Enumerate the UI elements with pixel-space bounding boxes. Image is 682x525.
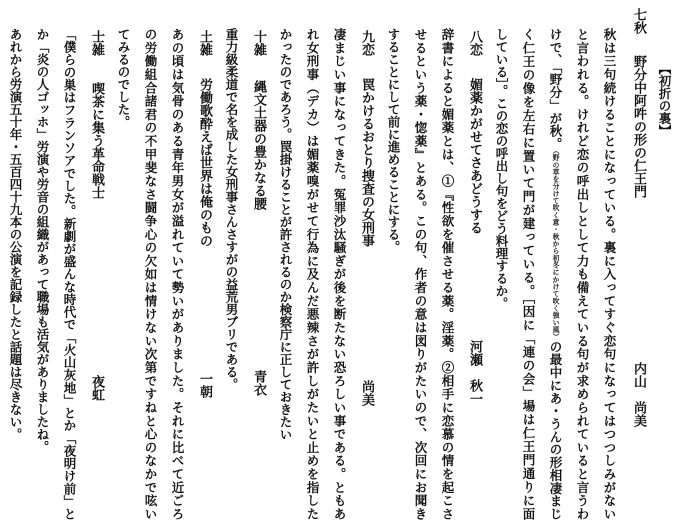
commentary-text: けで、「野分」が秋。 (548, 28, 563, 151)
verse-entry (197, 0, 212, 525)
verse-number-label: 七秋 (631, 8, 646, 34)
commentary-line: 凄まじい事になってきた。冤罪沙汰騒ぎが後を断たない恐ろしい事である。ともあ (332, 28, 347, 520)
verse-number-label: 土雑 (197, 30, 212, 56)
verse-text: 媚薬かがせてさあどうする (467, 78, 482, 234)
verse-author: 内山 尚美 (631, 362, 646, 427)
verse-text: 縄文土器の豊かなる腰 (251, 80, 266, 210)
commentary-line: あれから労演五十年・五百四十九本の公演を記録したと話題は尽きない。 (8, 28, 23, 441)
commentary-line: 重力級柔道で名を成した女刑事さんさすがの益荒男ブリである。 (224, 28, 239, 391)
verse-author: 尚美 (359, 380, 374, 406)
verse-author: 青衣 (251, 370, 266, 396)
verse-author: 河瀬 秋一 (467, 340, 482, 405)
verse-text: 喫茶に集う革命戦士 (89, 82, 104, 199)
commentary-line: と言われる。けれど恋の呼出しとして力も備えている句が求められていると言うわ (575, 28, 590, 520)
verse-number-label: 十雑 (251, 30, 266, 56)
annotation-note: （野の草を分けて吹く意・秋から初冬にかけて吹く強い風） (551, 150, 559, 341)
commentary-line: あの頃は気骨のある青年男女が溢れていて勢いがありました。それに比べて近ごろ (170, 28, 185, 520)
verse-entry (89, 0, 104, 525)
commentary-line: の労働組合諸君の不甲斐なさ闘争心の欠如は情けない次第ですねと心のなかで呟い (143, 28, 158, 520)
verse-entry (359, 0, 374, 525)
verse-number-label: 士雑 (89, 30, 104, 56)
commentary-line: 秋は三句続けることになっている。裏に入ってすぐ恋句になってはつつしみがない (602, 28, 617, 520)
verse-author: 一朝 (197, 372, 212, 398)
commentary-line: せるという薬・惚薬』とある。この句、作者の意は図りがたいので、次回にお聞き (413, 28, 428, 520)
commentary-line (548, 28, 563, 520)
verse-text: 罠かけるおとり捜査の女刑事 (359, 78, 374, 247)
verse-text: 野分中阿吽の形の仁王門 (631, 55, 646, 198)
verse-number-label: 八恋 (467, 30, 482, 56)
commentary-line: 「僕らの巣はフランソアでした。新劇が盛んな時代で「火山灰地」とか「夜明け前」と (62, 28, 77, 520)
verse-text: 労働歌酔えば世界は俺のもの (197, 78, 212, 247)
verse-author: 夜虹 (89, 375, 104, 401)
commentary-line: れ女刑事（デカ）は媚薬嗅がせて行為に及んだ悪辣さが許しがたいと止めを指した (305, 28, 320, 520)
commentary-line: てみるのでした。 (116, 28, 131, 128)
verse-entry (467, 0, 482, 525)
verse-entry (251, 0, 266, 525)
commentary-line: く仁王の像を左右に置いて門が建っている。［因に「連の会」場は仁王門通りに面 (521, 28, 536, 520)
commentary-line: 辞書によると媚薬とは、①『性欲を催させる薬。淫薬。②相手に恋慕の情を起こさ (440, 28, 455, 520)
section-label: 【初折の裏】 (657, 62, 672, 137)
commentary-text: の最中にあ・うんの形相凄まじ (548, 340, 563, 520)
commentary-line: かったのであろう。罠掛けることが許されるのか検察庁に正しておきたい (278, 28, 293, 441)
commentary-line: か「炎の人ゴッホ」労演や労音の組織があって職場も活気がありましたね。 (35, 28, 50, 453)
commentary-line: している］。この恋の呼出し句をどう料理するか。 (494, 28, 509, 310)
verse-number-label: 九恋 (359, 30, 374, 56)
commentary-line: することにして前に進めることにする。 (386, 28, 401, 253)
verse-entry (631, 0, 646, 525)
